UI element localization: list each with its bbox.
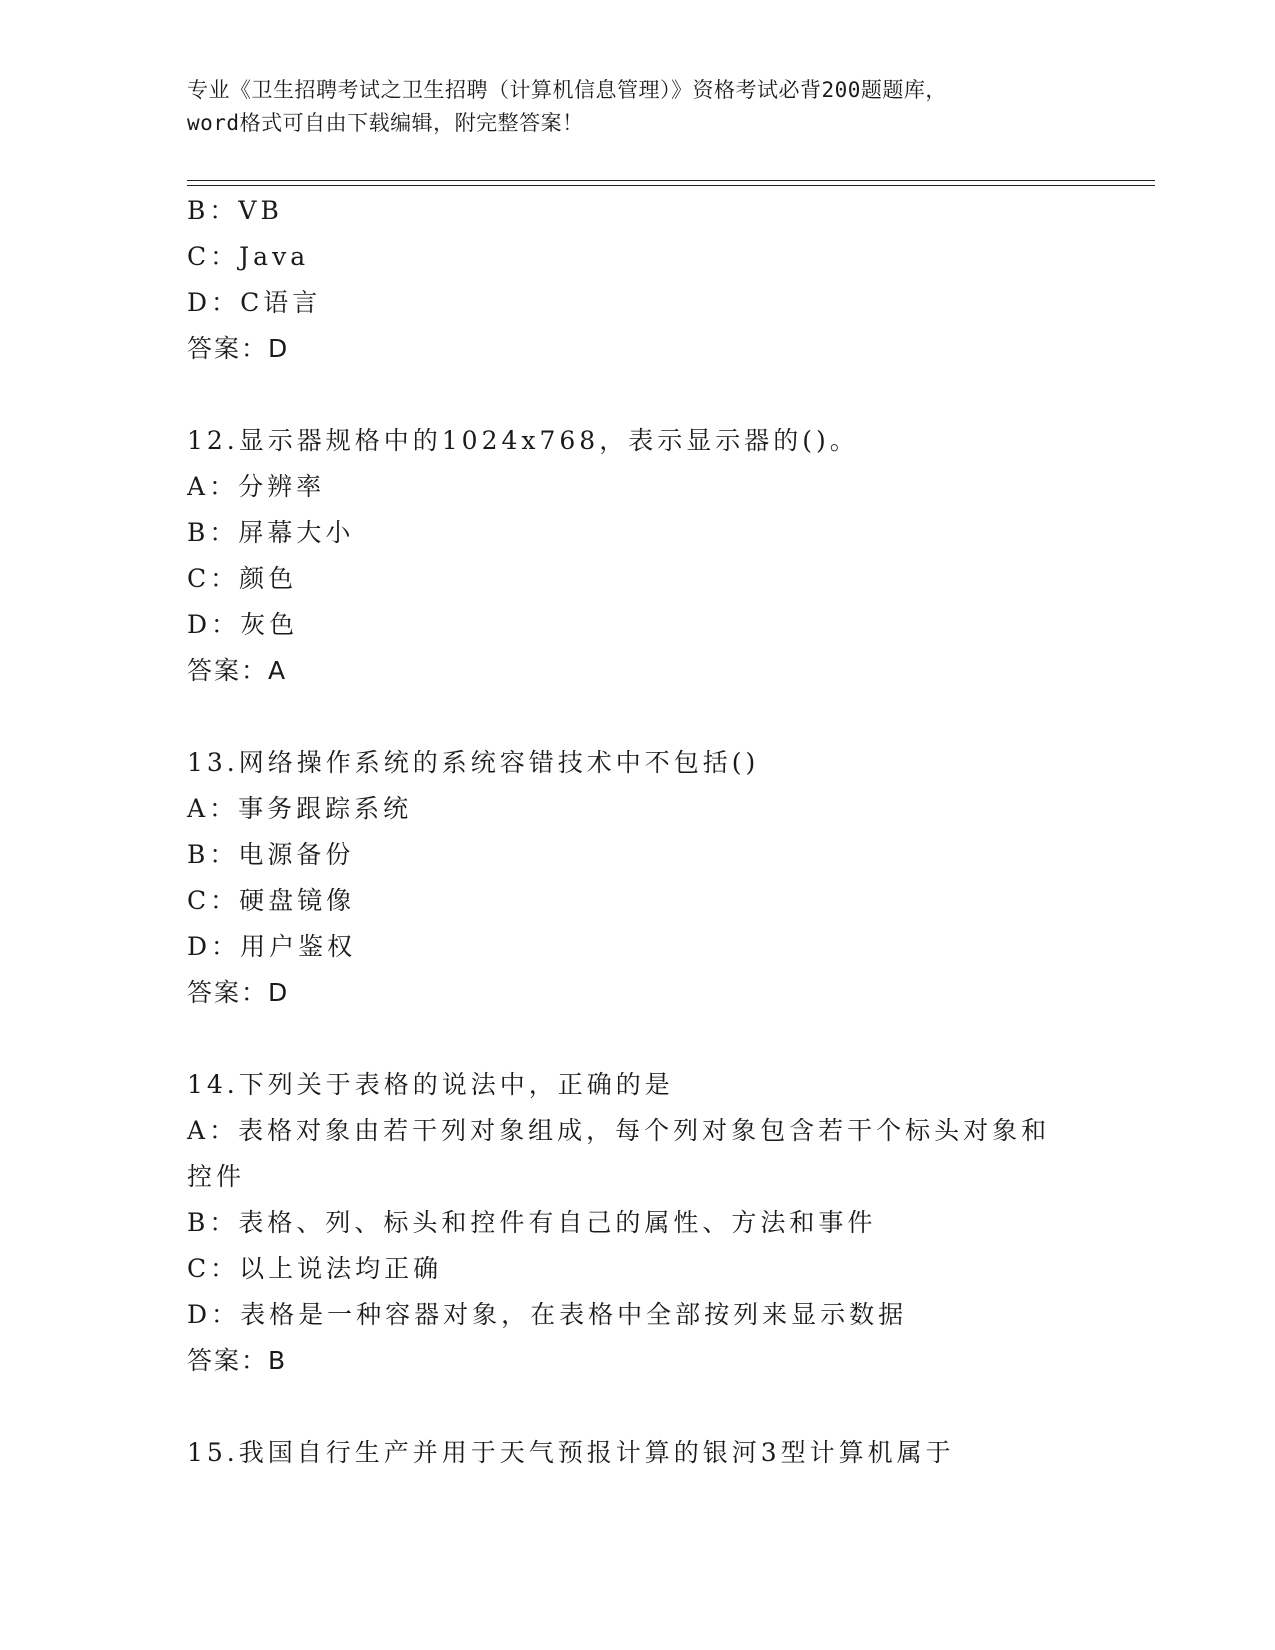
question-15 [187,1430,1067,1476]
question-12 [187,418,1067,694]
answer-line: 答案：D [187,334,290,363]
header-divider-top [187,180,1155,181]
option-a: A：事务跟踪系统 [187,794,413,823]
document-header [187,74,1087,140]
answer-line: 答案：B [187,1346,288,1375]
option-b: B：电源备份 [187,840,355,869]
question-list [187,188,1067,1476]
header-line-1: 专业《卫生招聘考试之卫生招聘（计算机信息管理）》资格考试必背200题题库， [187,78,947,102]
option-d: D：灰色 [187,610,299,639]
header-line-2: word格式可自由下载编辑，附完整答案！ [187,111,584,135]
question-stem: 14.下列关于表格的说法中，正确的是 [187,1070,674,1099]
question-14 [187,1062,1067,1384]
question-stem: 12.显示器规格中的1024x768，表示显示器的()。 [187,426,859,455]
question-stem: 13.网络操作系统的系统容错技术中不包括() [187,748,760,777]
option-d: D：用户鉴权 [187,932,357,961]
option-a: A：表格对象由若干列对象组成，每个列对象包含若干个标头对象和控件 [187,1116,1051,1191]
answer-line: 答案：A [187,656,288,685]
question-stem: 15.我国自行生产并用于天气预报计算的银河3型计算机属于 [187,1438,955,1467]
question-13 [187,740,1067,1016]
option-c: C：以上说法均正确 [187,1254,443,1283]
option-d: D：C语言 [187,288,322,317]
option-c: C：硬盘镜像 [187,886,356,915]
option-d: D：表格是一种容器对象，在表格中全部按列来显示数据 [187,1300,908,1329]
option-a: A：分辨率 [187,472,326,501]
header-divider-bottom [187,185,1155,186]
option-b: B：表格、列、标头和控件有自己的属性、方法和事件 [187,1208,877,1237]
option-c: C：颜色 [187,564,298,593]
answer-line: 答案：D [187,978,290,1007]
option-b: B：屏幕大小 [187,518,355,547]
option-b: B：VB [187,196,283,225]
option-c: C：Java [187,242,310,271]
